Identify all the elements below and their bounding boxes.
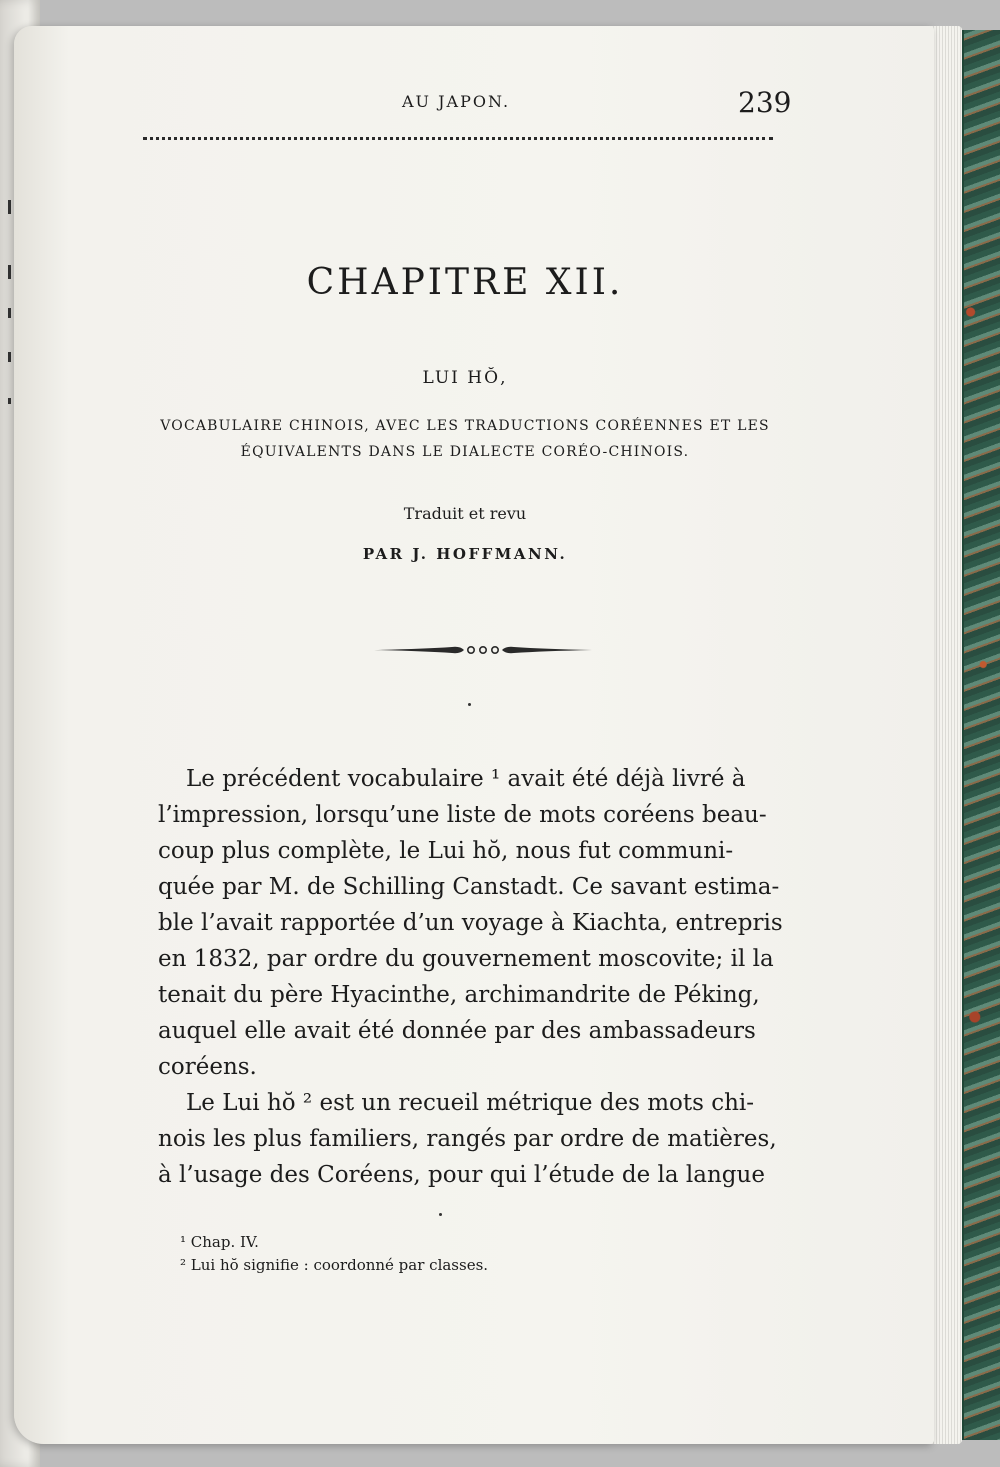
chapter-description-line-1: VOCABULAIRE CHINOIS, AVEC LES TRADUCTIONS CORÉENNES ET LES xyxy=(160,418,770,434)
chapter-subtitle: LUI HŎ, xyxy=(422,368,508,388)
body-line: coup plus complète, le Lui hŏ, nous fut communi- xyxy=(158,838,734,864)
center-dot xyxy=(468,703,471,706)
body-line: coréens. xyxy=(158,1054,257,1080)
footnote-2: ² Lui hŏ signifie : coordonné par classes. xyxy=(180,1256,489,1274)
center-dot xyxy=(439,1213,442,1216)
running-head: AU JAPON. xyxy=(402,92,511,111)
footnote-1: ¹ Chap. IV. xyxy=(180,1233,259,1251)
body-line: ble l’avait rapportée d’un voyage à Kiachta, entrepris xyxy=(158,910,783,936)
header-rule xyxy=(143,137,773,140)
body-line: Le précédent vocabulaire ¹ avait été déjà livré à xyxy=(186,766,746,792)
author-line: PAR J. HOFFMANN. xyxy=(362,545,568,563)
body-line: à l’usage des Coréens, pour qui l’étude de la langue xyxy=(158,1162,765,1188)
translation-credit: Traduit et revu xyxy=(403,504,527,523)
body-line: auquel elle avait été donnée par des ambassadeurs xyxy=(158,1018,756,1044)
body-line: nois les plus familiers, rangés par ordre de matières, xyxy=(158,1126,777,1152)
body-line: quée par M. de Schilling Canstadt. Ce savant estima- xyxy=(158,874,780,900)
ornament-divider xyxy=(372,640,594,660)
chapter-description-line-2: ÉQUIVALENTS DANS LE DIALECTE CORÉO-CHINOIS. xyxy=(240,444,690,460)
chapter-title: CHAPITRE XII. xyxy=(306,262,624,303)
body-line: tenait du père Hyacinthe, archimandrite de Péking, xyxy=(158,982,760,1008)
body-line: Le Lui hŏ ² est un recueil métrique des mots chi- xyxy=(186,1090,755,1116)
body-line: l’impression, lorsqu’une liste de mots coréens beau- xyxy=(158,802,767,828)
book-page xyxy=(14,26,934,1444)
page-number: 239 xyxy=(738,86,792,119)
body-line: en 1832, par ordre du gouvernement moscovite; il la xyxy=(158,946,774,972)
marbled-cover-board xyxy=(958,30,1000,1440)
